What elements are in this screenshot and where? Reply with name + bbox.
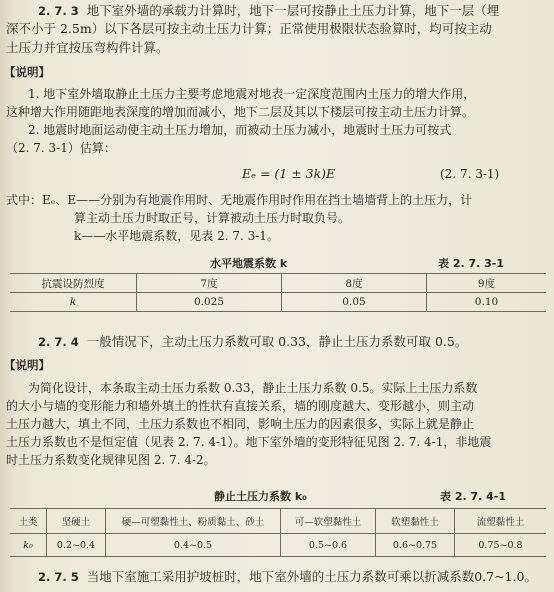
table-cell: 软塑黏性土 — [376, 509, 455, 534]
clause-text: 当地下室施工采用护坡桩时，地下室外墙的土压力系数可乘以折减系数0.7~1.0。 — [86, 569, 537, 584]
note-line: 为简化设计，本条取主动土压力系数 0.33，静止土压力系数 0.5。实际上土压力系数 — [28, 381, 478, 395]
where-line: 算主动土压力时取正号，计算被动土压力时取负号。 — [74, 211, 351, 225]
table-cell: 硬—可塑黏性土、粉质黏土、砂土 — [106, 509, 281, 534]
note-heading: 【说明】 — [4, 65, 50, 79]
clause-2-7-4 — [38, 334, 467, 350]
table-cell: k₀ — [10, 534, 47, 557]
table-header-row — [10, 274, 546, 293]
clause-2-7-3-line-1 — [38, 3, 499, 19]
earth-pressure-coefficient-table — [10, 508, 546, 557]
table-cell: 0.5~0.6 — [281, 534, 376, 557]
table-cell: 0.025 — [137, 293, 282, 312]
table-row — [10, 534, 546, 557]
note-line: 的大小与墙的变形能力和墙外填土的性状有直接关系，墙的刚度越大、变形越小，则主动 — [6, 399, 475, 413]
table-number: 表 2. 7. 3-1 — [438, 257, 505, 270]
table-row — [10, 293, 546, 312]
table-cell: 土类 — [10, 509, 47, 534]
table-cell: 8度 — [282, 274, 427, 293]
clause-2-7-3-line-2: 深不小于 2.5m）以下各层可按主动土压力计算；正常使用极限状态验算时，均可按主动 — [6, 21, 492, 36]
table-cell: 抗震设防烈度 — [10, 274, 137, 293]
table-cell: 可—软塑黏性土 — [281, 509, 376, 534]
formula: Eₑ = (1 ± 3k)E — [242, 166, 336, 181]
table-title: 静止土压力系数 k₀ — [214, 490, 307, 503]
table-cell: 坚硬土 — [47, 509, 106, 534]
note-heading: 【说明】 — [4, 358, 50, 372]
note-line: （2. 7. 3-1）估算： — [6, 141, 116, 155]
clause-2-7-5 — [38, 569, 537, 585]
clause-text: 一般情况下，主动土压力系数可取 0.33，静止土压力系数可取 0.5。 — [86, 334, 468, 349]
clause-number: 2. 7. 3 — [38, 4, 79, 18]
table-cell: 0.2~0.4 — [47, 534, 106, 557]
note-line: 2. 地震时地面运动使主动土压力增加，而被动土压力减小，地震时土压力可按式 — [28, 123, 452, 137]
table-cell: 0.6~0.75 — [376, 534, 455, 557]
clause-number: 2. 7. 4 — [38, 335, 79, 349]
formula-number: (2. 7. 3-1) — [440, 167, 500, 181]
table-title: 水平地震系数 k — [210, 257, 288, 270]
table-cell: 0.4~0.5 — [106, 534, 281, 557]
note-line: 时土压力系数变化规律见图 2. 7. 4-2。 — [6, 453, 216, 467]
table-cell: 0.05 — [282, 293, 427, 312]
note-line: 1. 地下室外墙取静止土压力主要考虑地震对地表一定深度范围内土压力的增大作用， — [28, 87, 476, 101]
where-line: k——水平地震系数，见表 2. 7. 3-1。 — [74, 229, 279, 243]
table-cell: 流塑黏性土 — [455, 509, 547, 534]
table-number: 表 2. 7. 4-1 — [440, 490, 507, 503]
table-cell: k — [10, 293, 137, 312]
note-line: 土压力越大，填土不同，土压力系数也不相同，影响土压力的因素很多，实际上就是静止 — [6, 417, 475, 431]
clause-number: 2. 7. 5 — [38, 570, 79, 584]
table-cell: 0.75~0.8 — [455, 534, 547, 557]
where-line: 式中：Eₑ、E——分别为有地震作用时、无地震作用时作用在挡土墙墙背上的土压力，计 — [6, 193, 473, 207]
seismic-coefficient-table — [10, 273, 546, 312]
table-cell: 0.10 — [427, 293, 547, 312]
table-cell: 9度 — [427, 274, 547, 293]
clause-2-7-3-line-3: 土压力并宜按压弯构件计算。 — [6, 40, 169, 55]
clause-text: 地下室外墙的承载力计算时，地下一层可按静止土压力计算，地下一层（埋 — [86, 3, 500, 18]
note-line: 这种增大作用随距地表深度的增加而减小，地下二层及其以下楼层可按主动土压力计算。 — [6, 105, 475, 119]
table-cell: 7度 — [137, 274, 282, 293]
note-line: 土压力系数也不是恒定值（见表 2. 7. 4-1）。地下室外墙的变形特征见图 2. 7. 4-1，非地震 — [6, 435, 492, 449]
table-header-row — [10, 509, 546, 534]
